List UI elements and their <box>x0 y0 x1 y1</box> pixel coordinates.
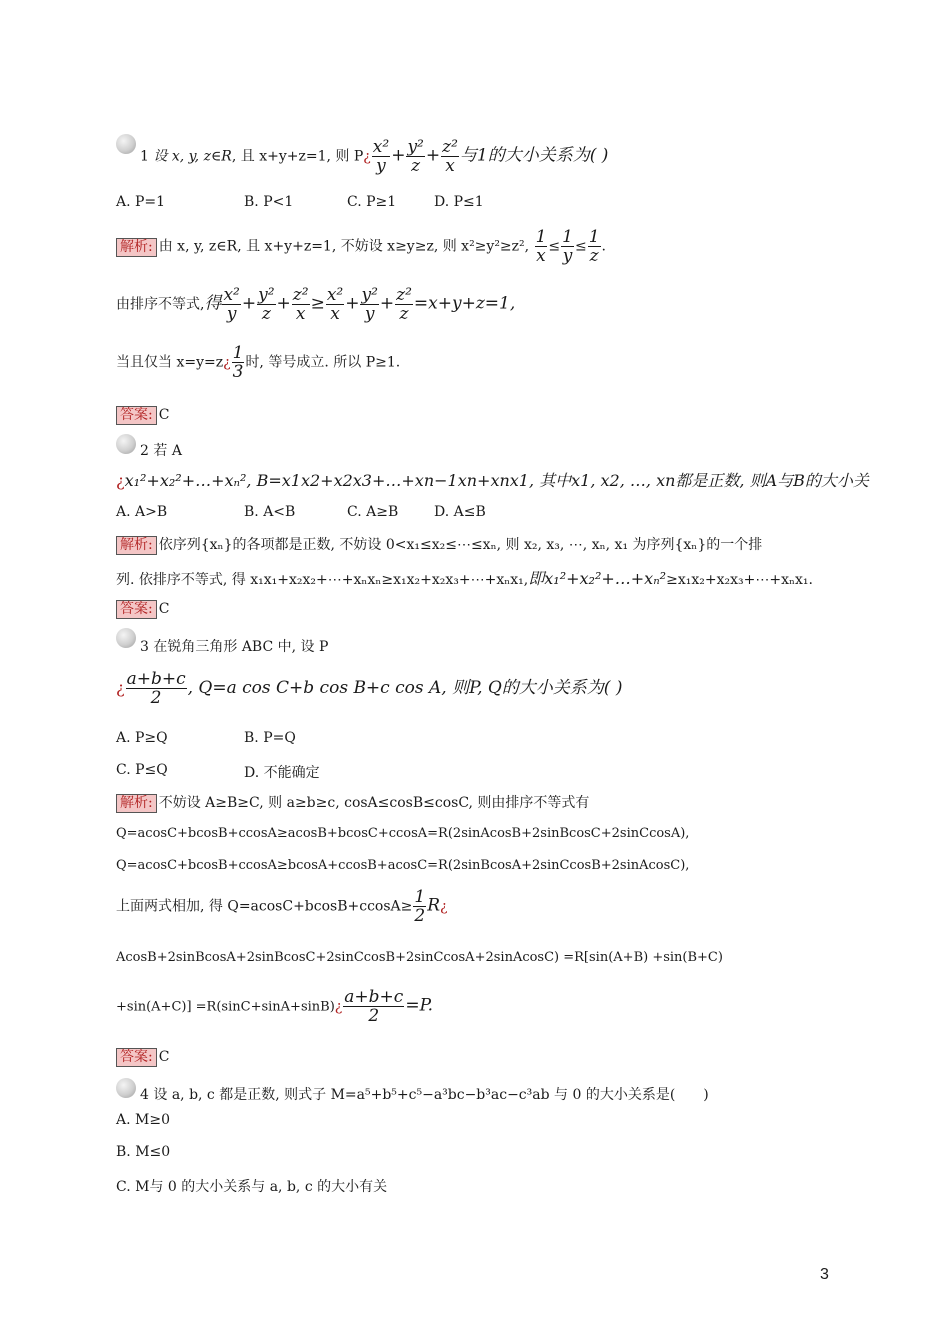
q2-option-c: C. A≥B <box>347 504 399 520</box>
q2-analysis-line-2 <box>116 566 813 589</box>
q3-analysis-text: 上面两式相加, 得 Q=acosC+bcosB+ccosA≥ <box>116 898 413 915</box>
comma: , <box>524 238 530 255</box>
analysis-label: 解析: <box>116 238 157 257</box>
glyph: ¿ <box>116 471 125 490</box>
q1-glyph: ¿ <box>363 148 371 165</box>
frac-1-over-z: $\frac{1}{z}$ <box>588 227 600 266</box>
q3-option-d: D. 不能确定 <box>244 765 320 781</box>
q3-analysis-line-4 <box>116 888 448 925</box>
q1-analysis-line-2 <box>116 286 515 323</box>
q1-number: 1 <box>140 148 149 165</box>
q3-option-a: A. P≥Q <box>116 730 168 746</box>
q3-analysis-line-5: AcosB+2sinBcosA+2sinBcosC+2sinCcosB+2sinCcosA+2sinAcosC) =R[sin(A+B) +sin(B+C) <box>116 950 723 965</box>
q1-analysis-sum: =x+y+z=1, <box>413 293 516 314</box>
q3-analysis-text: +sin(A+C)] =R(sinC+sinA+sinB) <box>116 999 335 1015</box>
frac-x2-x: $\frac{\text{x²}}{x}$ <box>326 285 344 324</box>
question-bullet-icon <box>116 434 136 454</box>
q2-analysis-line-1 <box>116 534 762 555</box>
q4-option-c: C. M与 0 的大小关系与 a, b, c 的大小有关 <box>116 1179 388 1195</box>
q1-frac-1: $\frac{\text{x²}}{y}$ <box>372 137 390 176</box>
q1-frac-2: $\frac{\text{y²}}{z}$ <box>407 137 424 176</box>
q1-frac-3: $\frac{\text{z²}}{x}$ <box>442 137 458 176</box>
q1-stem-c: 与1的大小关系为( ) <box>459 145 609 166</box>
frac-1-3: $\frac{1}{3}$ <box>232 343 244 382</box>
q3-stem <box>140 636 328 656</box>
question-bullet-icon <box>116 134 136 154</box>
plus-sign: + <box>379 293 395 314</box>
q2-analysis-text-c: ≥x₁x₂+x₂x₃+⋯+xₙx₁. <box>666 572 813 588</box>
q3-option-c: C. P≤Q <box>116 762 168 778</box>
q2-option-a: A. A>B <box>116 504 168 520</box>
q2-option-d: D. A≤B <box>434 504 486 520</box>
frac-1-over-x: $\frac{1}{x}$ <box>535 227 547 266</box>
frac-1-over-y: $\frac{1}{y}$ <box>562 227 573 266</box>
q2-number: 2 <box>140 443 149 459</box>
q1-option-a: A. P=1 <box>116 194 166 210</box>
q2-stem-formula: x₁²+x₂²+…+xₙ², B=x1x2+x2x3+…+xn−1xn+xnx1, 其中x1, x2, …, xn都是正数, 则A与B的大小关 <box>124 471 869 490</box>
answer-label: 答案: <box>116 600 157 619</box>
q1-stem <box>140 138 608 175</box>
frac-abc-2: $\frac{a+b+c}{2}$ <box>344 987 404 1026</box>
frac-y2-y: $\frac{\text{y²}}{y}$ <box>361 285 378 324</box>
analysis-label: 解析: <box>116 794 157 813</box>
glyph: ¿ <box>334 998 343 1015</box>
q1-option-b: B. P<1 <box>244 194 294 210</box>
q4-stem <box>140 1084 709 1104</box>
answer-value: C <box>158 1049 170 1065</box>
q2-stem-line-2 <box>116 468 869 491</box>
q2-answer <box>116 600 169 619</box>
leq-sign: ≤ <box>574 238 587 255</box>
answer-value: C <box>158 601 170 617</box>
q3-stem-text: 在锐角三角形 ABC 中, 设 P <box>153 639 329 655</box>
plus-sign: + <box>276 293 291 314</box>
q3-analysis-equals-p: =P. <box>405 995 433 1016</box>
glyph: ¿ <box>440 898 448 915</box>
frac-1-2: $\frac{1}{2}$ <box>414 887 426 926</box>
q1-stem-b: , 且 x+y+z=1, 则 P <box>231 148 364 165</box>
q3-stem-line-2 <box>116 670 622 707</box>
q3-analysis-line-2: Q=acosC+bcosB+ccosA≥acosB+bcosC+ccosA=R(2sinAcosB+2sinBcosC+2sinCcosA), <box>116 826 690 841</box>
q1-analysis-text: 由排序不等式, <box>116 296 205 313</box>
q2-analysis-formula: 即x₁²+x₂²+…+xₙ² <box>528 569 667 588</box>
q2-analysis-text: 依序列{xₙ}的各项都是正数, 不妨设 0<x₁≤x₂≤⋯≤xₙ, 则 x₂, x₃, ⋯, xₙ, x₁ 为序列{xₙ}的一个排 <box>158 537 763 553</box>
plus-sign: + <box>425 145 441 166</box>
glyph: ¿ <box>116 678 125 697</box>
period: . <box>601 238 606 255</box>
q1-analysis-line-1 <box>116 228 606 265</box>
question-bullet-icon <box>116 1078 136 1098</box>
q1-analysis-text: 当且仅当 x=y=z <box>116 354 224 371</box>
q1-analysis-de: 得 <box>204 293 222 314</box>
q1-answer <box>116 406 169 425</box>
plus-sign: + <box>345 293 360 314</box>
q1-analysis-text: 由 x, y, z∈R <box>158 238 238 255</box>
frac-y2-z: $\frac{\text{y²}}{z}$ <box>258 285 275 324</box>
frac-x2-y: $\frac{\text{x²}}{y}$ <box>223 285 240 324</box>
q1-stem-a: 设 x, y, z∈R <box>153 148 232 165</box>
leq-sign: ≤ <box>548 238 561 255</box>
q1-analysis-line-3 <box>116 344 400 381</box>
q3-analysis-line-6 <box>116 988 433 1025</box>
answer-label: 答案: <box>116 1048 157 1067</box>
frac-z2-z: $\frac{\text{z²}}{z}$ <box>396 285 412 324</box>
plus-sign: + <box>391 145 406 166</box>
q3-analysis-line-1 <box>116 792 589 813</box>
page-number: 3 <box>820 1266 829 1283</box>
q3-option-b: B. P=Q <box>244 730 296 746</box>
q3-analysis-r: R <box>427 895 441 916</box>
q2-stem <box>140 440 182 460</box>
q1-option-c: C. P≥1 <box>347 194 397 210</box>
glyph: ¿ <box>223 354 231 371</box>
frac-z2-x: $\frac{\text{z²}}{x}$ <box>292 285 309 324</box>
q2-stem-text: 若 A <box>153 443 182 459</box>
q1-analysis-text-b: , 且 x+y+z=1, 不妨设 x≥y≥z, 则 x²≥y²≥z² <box>237 238 525 255</box>
q3-number: 3 <box>140 639 149 655</box>
q3-answer <box>116 1048 169 1067</box>
geq-sign: ≥ <box>310 293 325 314</box>
frac-abc-2: $\frac{a+b+c}{2}$ <box>126 669 186 708</box>
q4-stem-text: 设 a, b, c 都是正数, 则式子 M=a⁵+b⁵+c⁵−a³bc−b³ac−c³ab 与 0 的大小关系是( ) <box>153 1087 709 1103</box>
q4-option-b: B. M≤0 <box>116 1144 171 1160</box>
q2-analysis-text: 列. 依排序不等式, 得 x₁x₁+x₂x₂+⋯+xₙxₙ≥x₁x₂+x₂x₃+⋯+xₙx₁, <box>116 572 529 588</box>
q3-analysis-line-3: Q=acosC+bcosB+ccosA≥bcosA+ccosB+acosC=R(2sinBcosA+2sinCcosB+2sinAcosC), <box>116 858 690 873</box>
q3-stem-formula: , Q=a cos C+b cos B+c cos A, 则P, Q的大小关系为( ) <box>187 678 623 698</box>
plus-sign: + <box>241 293 257 314</box>
q2-option-b: B. A<B <box>244 504 296 520</box>
q1-analysis-text-b: 时, 等号成立. 所以 P≥1. <box>245 354 401 371</box>
q1-option-d: D. P≤1 <box>434 194 484 210</box>
q4-option-a: A. M≥0 <box>116 1112 170 1128</box>
q3-analysis-text: 不妨设 A≥B≥C, 则 a≥b≥c, cosA≤cosB≤cosC, 则由排序不等式有 <box>158 795 590 811</box>
question-bullet-icon <box>116 628 136 648</box>
analysis-label: 解析: <box>116 536 157 555</box>
answer-value: C <box>158 407 170 423</box>
q4-number: 4 <box>140 1087 149 1103</box>
answer-label: 答案: <box>116 406 157 425</box>
